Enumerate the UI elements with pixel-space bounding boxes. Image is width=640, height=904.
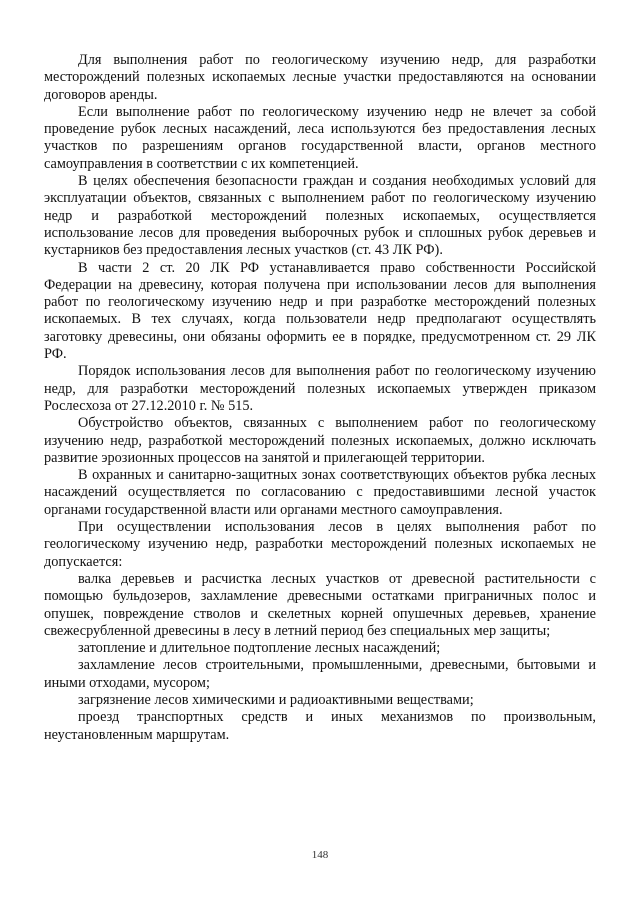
paragraph-1: Для выполнения работ по геологическому изучению недр, для разработки месторождений полезных ископаемых лесные участки предоставляются на основании договоров аренды. (44, 52, 596, 103)
paragraph-4: В части 2 ст. 20 ЛК РФ устанавливается право собственности Российской Федерации на древесину, которая получена при использовании лесов для выполнения работ по геологическому изучению недр и при разработке месторождений полезных ископаемых. В тех случаях, когда пользователи недр предполагают осуществлять заготовку древесины, они обязаны оформить ее в порядке, предусмотренном ст. 29 ЛК РФ. (44, 259, 596, 363)
list-item-4: загрязнение лесов химическими и радиоактивными веществами; (78, 691, 474, 708)
page-number: 148 (311, 849, 329, 861)
paragraph-8: При осуществлении использования лесов в целях выполнения работ по геологическому изучению недр, разработки месторождений полезных ископаемых не допускается: (44, 519, 596, 570)
list-item-3: захламление лесов строительными, промышленными, древесными, бытовыми и иными отходами, мусором; (44, 657, 596, 691)
list-item-5: проезд транспортных средств и иных механизмов по произвольным, неустановленным маршрутам. (44, 709, 596, 743)
list-item-2: затопление и длительное подтопление лесных насаждений; (78, 640, 441, 657)
paragraph-5: Порядок использования лесов для выполнения работ по геологическому изучению недр, для разработки месторождений полезных ископаемых утвержден приказом Рослесхоза от 27.12.2010 г. № 515. (44, 363, 596, 414)
paragraph-6: Обустройство объектов, связанных с выполнением работ по геологическому изучению недр, разработкой месторождений полезных ископаемых, должно исключать развитие эрозионных процессов на занятой и прилегающей территории. (44, 415, 596, 466)
list-item-1: валка деревьев и расчистка лесных участков от древесной растительности с помощью бульдозеров, захламление древесными остатками приграничных полос и опушек, повреждение стволов и скелетных корней опушечных деревьев, хранение свежесрубленной древесины в лесу в летний период без специальных мер защиты; (44, 570, 596, 639)
page-body (44, 52, 596, 744)
paragraph-7: В охранных и санитарно-защитных зонах соответствующих объектов рубка лесных насаждений осуществляется по согласованию с предоставившими лесной участок органами государственной власти или органами местного самоуправления. (44, 467, 596, 518)
paragraph-2: Если выполнение работ по геологическому изучению недр не влечет за собой проведение рубок лесных насаждений, леса используются без предоставления лесных участков по разрешениям органов государственной власти, органов местного самоуправления в соответствии с их компетенцией. (44, 103, 596, 172)
paragraph-3: В целях обеспечения безопасности граждан и создания необходимых условий для эксплуатации объектов, связанных с выполнением работ по геологическому изучению недр и разработкой месторождений полезных ископаемых, осуществляется использование лесов для проведения выборочных рубок и сплошных рубок деревьев и кустарников без предоставления лесных участков (ст. 43 ЛК РФ). (44, 173, 596, 259)
